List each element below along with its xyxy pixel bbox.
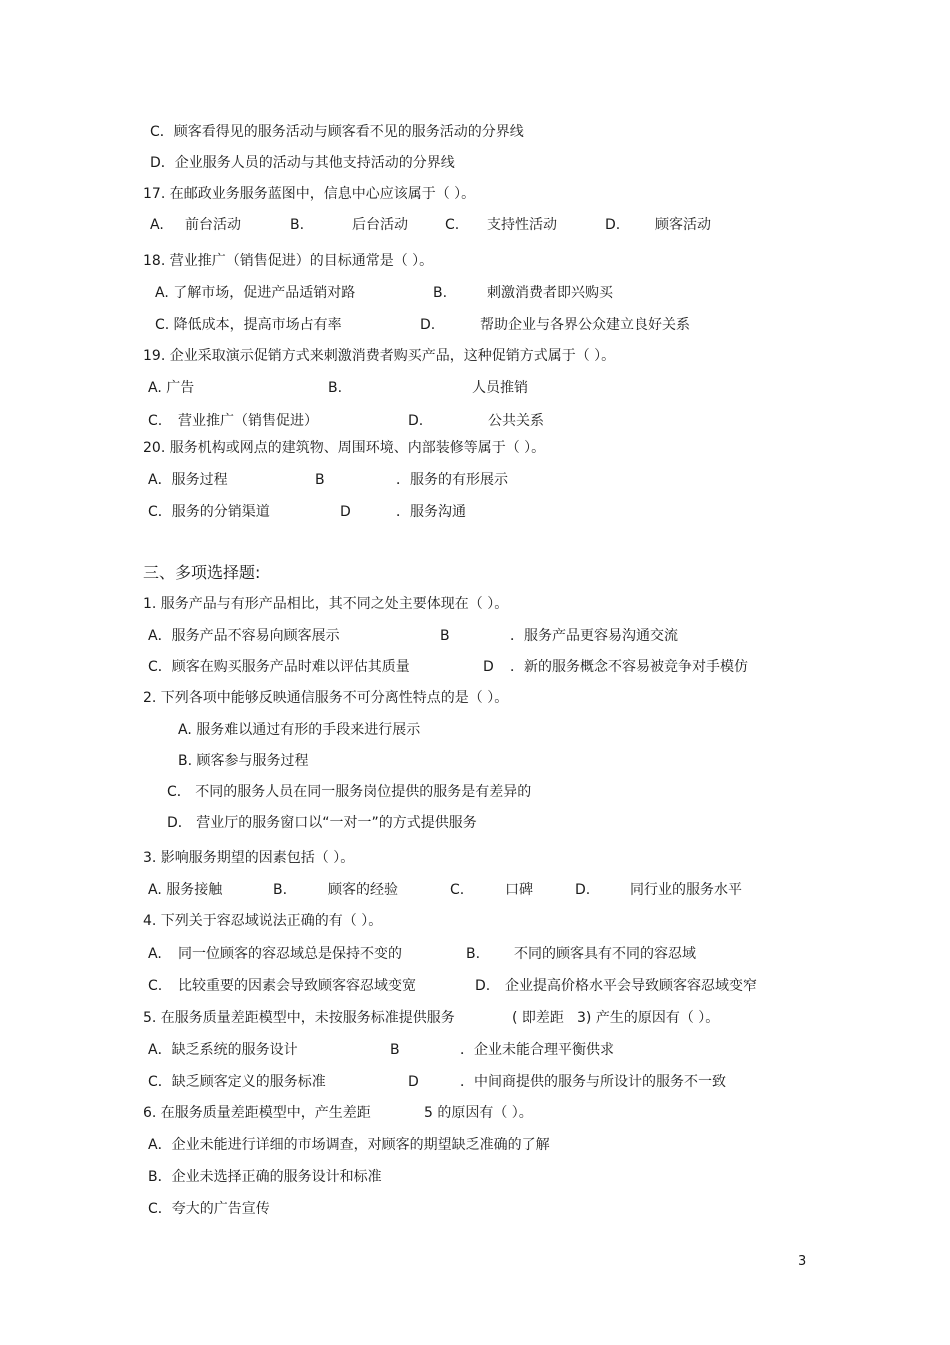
m4-option-c: 比较重要的因素会导致顾客容忍域变宽 [178,978,416,994]
multi-question-5-part2: ( 即差距 [512,1010,564,1026]
q17-option-c: 支持性活动 [487,217,557,233]
q20-option-b: ．服务的有形展示 [396,472,508,488]
m2-option-d: D． 营业厅的服务窗口以“一对一”的方式提供服务 [167,815,477,831]
option-c: C．顾客看得见的服务活动与顾客看不见的服务活动的分界线 [150,124,524,140]
q18-option-a: A. 了解市场，促进产品适销对路 [155,285,356,301]
multi-question-5: 5. 在服务质量差距模型中，未按服务标准提供服务 [143,1010,455,1026]
m5-option-d: ．中间商提供的服务与所设计的服务不一致 [460,1074,726,1090]
m6-option-a: A．企业未能进行详细的市场调查，对顾客的期望缺乏准确的了解 [148,1137,550,1153]
m5-option-b: ．企业未能合理平衡供求 [460,1042,614,1058]
q17-option-b: 后台活动 [352,217,408,233]
m3-option-c-letter: C. [450,882,465,898]
m4-option-b-letter: B. [466,946,481,962]
q19-option-d-letter: D. [408,413,424,429]
q18-option-d: 帮助企业与各界公众建立良好关系 [480,317,690,333]
m2-option-c: C． 不同的服务人员在同一服务岗位提供的服务是有差异的 [167,784,532,800]
m5-option-d-letter: D [408,1074,419,1090]
q18-option-b: 刺激消费者即兴购买 [487,285,613,301]
q19-option-a: A. 广告 [148,380,195,396]
multi-question-2: 2. 下列各项中能够反映通信服务不可分离性特点的是（ ）。 [143,690,509,706]
m5-option-a: A．缺乏系统的服务设计 [148,1042,298,1058]
q20-option-d-letter: D [340,504,351,520]
m3-option-d-letter: D. [575,882,591,898]
multi-question-4: 4. 下列关于容忍域说法正确的有（ ）。 [143,913,383,929]
q17-option-d: 顾客活动 [655,217,711,233]
m6-option-c: C．夸大的广告宣传 [148,1201,270,1217]
multi-question-3: 3. 影响服务期望的因素包括（ ）。 [143,850,355,866]
q18-option-b-letter: B. [433,285,448,301]
question-17: 17. 在邮政业务服务蓝图中，信息中心应该属于（ ）。 [143,186,476,202]
m1-option-d-letter: D [483,659,494,675]
question-18: 18. 营业推广（销售促进）的目标通常是（ ）。 [143,253,434,269]
m3-option-b: 顾客的经验 [328,882,398,898]
multi-question-6: 6. 在服务质量差距模型中，产生差距 [143,1105,371,1121]
q17-option-c-letter: C. [445,217,460,233]
q19-option-c-letter: C. [148,413,163,429]
m1-option-a: A．服务产品不容易向顾客展示 [148,628,340,644]
q19-option-b: 人员推销 [472,380,528,396]
option-d: D．企业服务人员的活动与其他支持活动的分界线 [150,155,455,171]
q20-option-c: C．服务的分销渠道 [148,504,270,520]
m3-option-d: 同行业的服务水平 [630,882,742,898]
q17-option-a-letter: A. [150,217,164,233]
q17-option-b-letter: B. [290,217,305,233]
question-19: 19. 企业采取演示促销方式来刺激消费者购买产品，这种促销方式属于（ ）。 [143,348,616,364]
m2-option-b: B. 顾客参与服务过程 [178,753,309,769]
m4-option-a: 同一位顾客的容忍域总是保持不变的 [178,946,402,962]
q18-option-d-letter: D. [420,317,436,333]
q19-option-d: 公共关系 [488,413,544,429]
page-number: 3 [798,1254,807,1269]
q20-option-a: A．服务过程 [148,472,228,488]
m4-option-a-letter: A. [148,946,162,962]
question-20: 20. 服务机构或网点的建筑物、周围环境、内部装修等属于（ ）。 [143,440,546,456]
m6-option-b: B．企业未选择正确的服务设计和标准 [148,1169,382,1185]
multi-question-6-part2: 5 的原因有（ ）。 [424,1105,533,1121]
m5-option-c: C．缺乏顾客定义的服务标准 [148,1074,326,1090]
m4-option-d-letter: D. [475,978,491,994]
m4-option-d: 企业提高价格水平会导致顾客容忍域变窄 [505,978,757,994]
m1-option-d: ．新的服务概念不容易被竞争对手模仿 [510,659,748,675]
q17-option-a: 前台活动 [185,217,241,233]
q20-option-b-letter: B [315,472,325,488]
q17-option-d-letter: D. [605,217,621,233]
m3-option-b-letter: B. [273,882,288,898]
m4-option-b: 不同的顾客具有不同的容忍域 [514,946,696,962]
m2-option-a: A. 服务难以通过有形的手段来进行展示 [178,722,421,738]
m4-option-c-letter: C. [148,978,163,994]
m3-option-c: 口碑 [505,882,533,898]
m3-option-a: A. 服务接触 [148,882,223,898]
section-heading: 三、多项选择题: [143,563,261,582]
multi-question-1: 1. 服务产品与有形产品相比，其不同之处主要体现在（ ）。 [143,596,509,612]
m1-option-c: C．顾客在购买服务产品时难以评估其质量 [148,659,410,675]
q19-option-b-letter: B. [328,380,343,396]
m1-option-b-letter: B [440,628,450,644]
multi-question-5-part3: 3) 产生的原因有（ ）。 [577,1010,720,1026]
q20-option-d: ．服务沟通 [396,504,466,520]
m1-option-b: ．服务产品更容易沟通交流 [510,628,678,644]
q18-option-c: C. 降低成本，提高市场占有率 [155,317,342,333]
q19-option-c: 营业推广（销售促进） [178,413,318,429]
m5-option-b-letter: B [390,1042,400,1058]
